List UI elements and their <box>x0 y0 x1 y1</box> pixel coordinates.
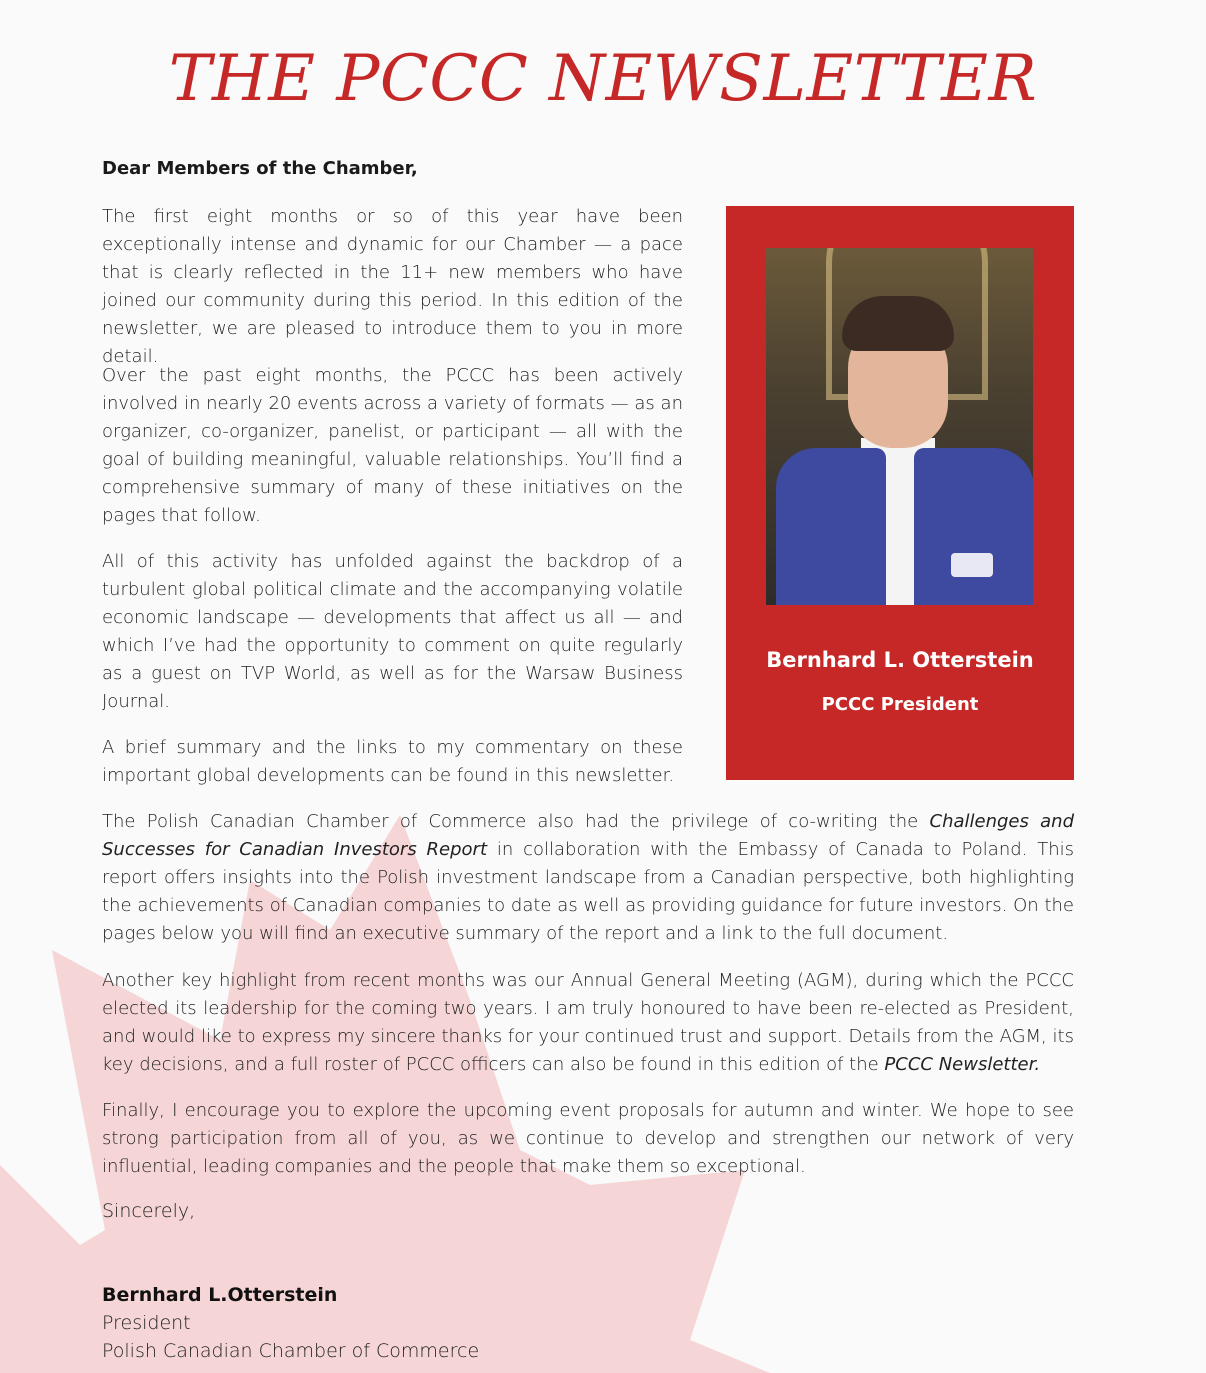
president-card <box>726 206 1074 780</box>
president-photo <box>766 248 1033 605</box>
signature-organization: Polish Canadian Chamber of Commerce <box>102 1340 480 1362</box>
report-title: Challenges and Successes for Canadian Investors Report <box>102 811 1074 860</box>
paragraph-2: Over the past eight months, the PCCC has been actively involved in nearly 20 events across a variety of formats — as an organizer, co-organizer, panelist, or participant — all with the goal of building meaningful, valuable relationships. You’ll find a comprehensive summary of many of these initiatives on the pages that follow. <box>102 365 683 526</box>
paragraph-1: The first eight months or so of this year have been exceptionally intense and dynamic for our Chamber — a pace that is clearly reflected in the 11+ new members who have joined our community during this period. In this edition of the newsletter, we are pleased to introduce them to you in more detail. <box>102 206 683 367</box>
photo-pocket-square <box>951 553 993 577</box>
paragraph-5-text-a: The Polish Canadian Chamber of Commerce also had the privilege of co-writing the <box>102 811 930 832</box>
paragraph-4: A brief summary and the links to my commentary on these important global developments can be found in this newsletter. <box>102 737 683 786</box>
signature-role: President <box>102 1312 191 1334</box>
signature-name: Bernhard L.Otterstein <box>102 1284 338 1306</box>
newsletter-title: THE PCCC NEWSLETTER <box>168 42 1038 116</box>
closing: Sincerely, <box>102 1200 196 1222</box>
paragraph-7: Finally, I encourage you to explore the upcoming event proposals for autumn and winter. We hope to see strong participation from all of you, as we continue to develop and strengthen our network of very influential, leading companies and the people that make them so exceptional. <box>102 1100 1074 1177</box>
paragraph-6 <box>102 967 1074 1079</box>
photo-jacket-right <box>914 448 1033 605</box>
paragraph-5-text-b: in collaboration with the Embassy of Canada to Poland. This report offers insights into the Polish investment landscape from a Canadian perspective, both highlighting the achievements of Canadian companies to date as well as providing guidance for future investors. On the pages below you will find an executive summary of the report and a link to the full document. <box>102 839 1074 944</box>
paragraph-5 <box>102 808 1074 948</box>
newsletter-name: PCCC Newsletter. <box>884 1054 1041 1075</box>
card-name: Bernhard L. Otterstein <box>766 648 1034 672</box>
paragraph-3: All of this activity has unfolded against the backdrop of a turbulent global political climate and the accompanying volatile economic landscape — developments that affect us all — and which I’ve had the opportunity to comment on quite regularly as a guest on TVP World, as well as for the Warsaw Business Journal. <box>102 551 683 712</box>
paragraph-6-text: Another key highlight from recent months was our Annual General Meeting (AGM), during which the PCCC elected its leadership for the coming two years. I am truly honoured to have been re-elected as President, and would like to express my sincere thanks for your continued trust and support. Details from the AGM, its key decisions, and a full roster of PCCC officers can also be found in this edition of the <box>102 970 1074 1075</box>
card-role: PCCC President <box>821 694 979 715</box>
photo-hair <box>842 296 954 351</box>
photo-jacket-left <box>776 448 886 605</box>
salutation: Dear Members of the Chamber, <box>102 158 418 179</box>
